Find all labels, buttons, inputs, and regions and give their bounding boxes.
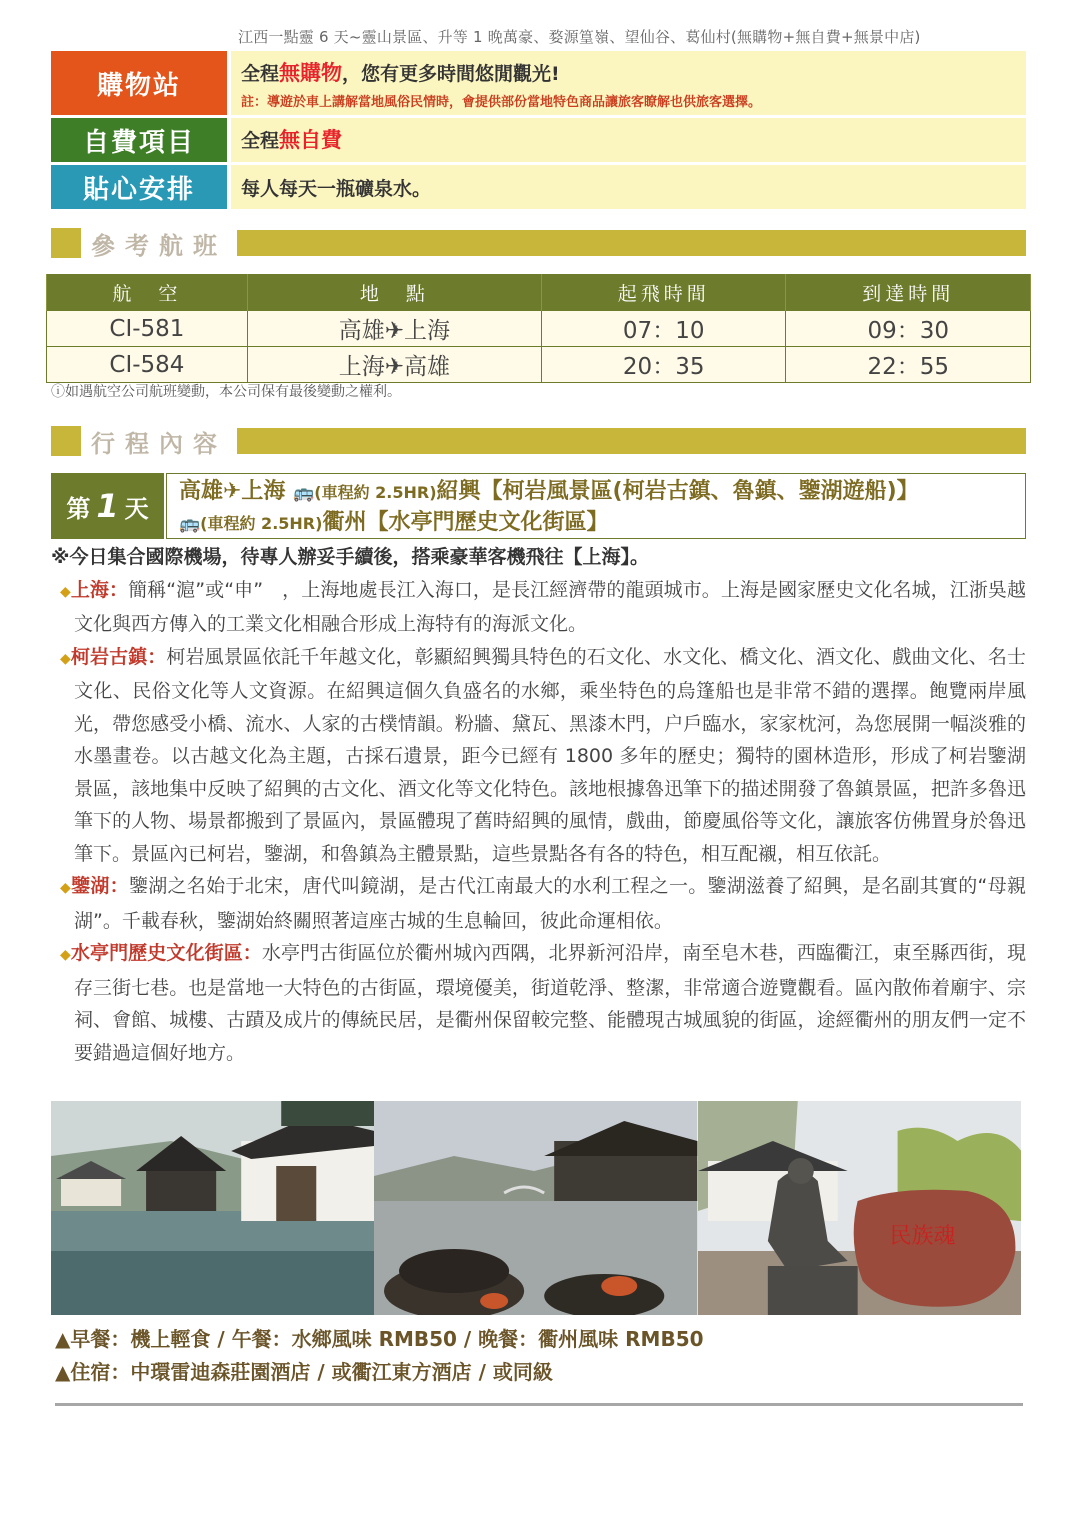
col-header-airline: 航 空	[47, 274, 248, 311]
tour-title-line: 江西一點靈 6 天~靈山景區、升等 1 晚萬豪、婺源篁嶺、望仙谷、葛仙村(無購物+無自費+無景中店)	[238, 28, 921, 46]
flight-depart: 07：10	[541, 311, 786, 347]
flight-number: CI-581	[47, 311, 248, 347]
optional-tours-content	[231, 118, 1026, 162]
photo-lake-boats	[374, 1101, 697, 1315]
diamond-icon: ◆	[60, 583, 71, 600]
day-header	[51, 473, 1026, 539]
col-header-depart: 起飛時間	[541, 274, 786, 311]
arrangement-label: 貼心安排	[51, 165, 227, 209]
photo-luxun-statue	[698, 1101, 1021, 1315]
flight-arrive: 09：30	[786, 311, 1031, 347]
optional-tours-row	[51, 118, 1026, 162]
paragraph-text: 水亭門古街區位於衢州城內西隅，北界新河沿岸，南至皂木巷，西臨衢江，東至縣西街，現存三街七巷。也是當地一大特色的古街區，環境優美，街道乾淨、整潔，非常適合遊覽觀看。區內散佈着廟宇、宗祠、會館、城樓、古蹟及成片的傳統民居，是衢州保留較完整、能體現古城風貌的街區，途經衢州的朋友們一定不要錯過這個好地方。	[74, 942, 1026, 1064]
flight-route: 高雄✈上海	[247, 311, 541, 347]
flight-table	[46, 274, 1031, 383]
drive-time: (車程約 2.5HR)	[200, 514, 323, 533]
diamond-icon: ◆	[60, 880, 72, 896]
section-marker	[51, 426, 81, 456]
table-row	[47, 311, 1031, 347]
photo-strip	[51, 1101, 1021, 1315]
paragraph-shuitingmen	[51, 937, 1026, 1069]
route-stop: 衢州【水亭門歷史文化街區】	[322, 510, 609, 535]
day-badge-prefix: 第	[66, 494, 91, 523]
diamond-icon: ◆	[60, 947, 71, 963]
arrangement-row	[51, 165, 1026, 209]
bus-icon: 🚌	[179, 514, 201, 534]
photo-water-town-pavilion	[51, 1101, 374, 1315]
paragraph-shanghai	[51, 574, 1026, 641]
route-flight: 高雄✈上海	[179, 479, 286, 504]
shopping-pre: 全程	[241, 63, 280, 85]
day-intro: ※今日集合國際機場，待專人辦妥手續後，搭乘豪華客機飛往【上海】。	[51, 546, 649, 568]
shopping-label: 購物站	[51, 51, 227, 115]
itinerary-section-title: 行程內容	[91, 429, 227, 458]
footer-divider	[55, 1403, 1023, 1406]
meals-and-hotel	[55, 1323, 704, 1389]
stone-inscription: 民族魂	[889, 1223, 956, 1250]
paragraph-keyword: 鑒湖：	[71, 875, 129, 897]
flight-note: ⓘ如遇航空公司航班變動，本公司保有最後變動之權利。	[51, 384, 401, 400]
day-route	[166, 473, 1026, 539]
paragraph-keyword: 上海：	[70, 578, 129, 601]
flight-number: CI-584	[47, 347, 248, 383]
day-description	[51, 541, 1026, 1069]
shopping-row	[51, 51, 1026, 115]
bus-icon: 🚌	[293, 483, 315, 503]
section-bar	[237, 230, 1026, 256]
flights-section-header	[51, 228, 1026, 258]
flight-arrive: 22：55	[786, 347, 1031, 383]
shopping-content	[231, 51, 1026, 115]
optional-highlight: 無自費	[279, 128, 343, 152]
paragraph-keyword: 水亭門歷史文化街區：	[70, 942, 262, 964]
paragraph-keyword: 柯岩古鎮：	[70, 645, 167, 668]
day-badge-suffix: 天	[124, 494, 149, 523]
optional-tours-label: 自費項目	[51, 118, 227, 162]
paragraph-text: 柯岩風景區依託千年越文化，彰顯紹興獨具特色的石文化、水文化、橋文化、酒文化、戲曲文化、名士文化、民俗文化等人文資源。在紹興這個久負盛名的水鄉，乘坐特色的烏篷船也是非常不錯的選擇。飽覽兩岸風光，帶您感受小橋、流水、人家的古樸情韻。粉牆、黛瓦、黑漆木門，户戶臨水，家家枕河，為您展開一幅淡雅的水墨畫卷。以古越文化為主題，古採石遺景，距今已經有 1800 多年的歷史；獨特的園林造形，形成了柯岩鑒湖景區，該地集中反映了紹興的古文化、酒文化等文化特色。該地根據魯迅筆下的描述開發了魯鎮景區，把許多魯迅筆下的人物、場景都搬到了景區內，景區體現了舊時紹興的風情，戲曲，節慶風俗等文化，讓旅客仿佛置身於魯迅筆下。景區內已柯岩，鑒湖，和魯鎮為主體景點，這些景點各有各的特色，相互配襯，相互依託。	[74, 645, 1026, 865]
col-header-arrive: 到達時間	[786, 274, 1031, 311]
flights-section-title: 參考航班	[91, 231, 227, 260]
section-marker	[51, 228, 81, 258]
arrangement-text: 每人每天一瓶礦泉水。	[241, 178, 432, 200]
flight-depart: 20：35	[541, 347, 786, 383]
paragraph-jianhu	[51, 870, 1026, 937]
col-header-route: 地 點	[247, 274, 541, 311]
shopping-post: ，您有更多時間悠閒觀光!	[342, 63, 560, 85]
meals-line: ▲早餐：機上輕食 / 午餐：水鄉風味 RMB50 / 晚餐：衢州風味 RMB50	[55, 1327, 704, 1351]
shopping-note: 註：導遊於車上講解當地風俗民情時，會提供部份當地特色商品讓旅客瞭解也供旅客選擇。	[241, 95, 762, 110]
section-bar	[237, 428, 1026, 454]
paragraph-text: 簡稱“滬”或“申” ，上海地處長江入海口，是長江經濟帶的龍頭城市。上海是國家歷史文化名城，江浙吳越文化與西方傳入的工業文化相融合形成上海特有的海派文化。	[74, 578, 1026, 635]
shopping-highlight: 無購物	[279, 61, 343, 85]
table-row	[47, 347, 1031, 383]
drive-time: (車程約 2.5HR)	[314, 483, 437, 502]
route-stop: 紹興【柯岩風景區(柯岩古鎮、魯鎮、鑒湖遊船)】	[436, 479, 919, 504]
flight-route: 上海✈高雄	[247, 347, 541, 383]
day-number: 1	[96, 487, 119, 525]
hotel-line: ▲住宿：中環雷迪森莊園酒店 / 或衢江東方酒店 / 或同級	[55, 1360, 553, 1384]
paragraph-keyan	[51, 641, 1026, 871]
itinerary-section-header	[51, 426, 1026, 456]
paragraph-text: 鑒湖之名始于北宋，唐代叫鏡湖，是古代江南最大的水利工程之一。鑒湖滋養了紹興，是名副其實的“母親湖”。千載春秋，鑒湖始終關照著這座古城的生息輪回，彼此命運相依。	[74, 875, 1026, 932]
arrangement-content	[231, 165, 1026, 209]
diamond-icon: ◆	[60, 650, 71, 667]
day-badge	[51, 473, 164, 539]
optional-pre: 全程	[241, 130, 280, 152]
